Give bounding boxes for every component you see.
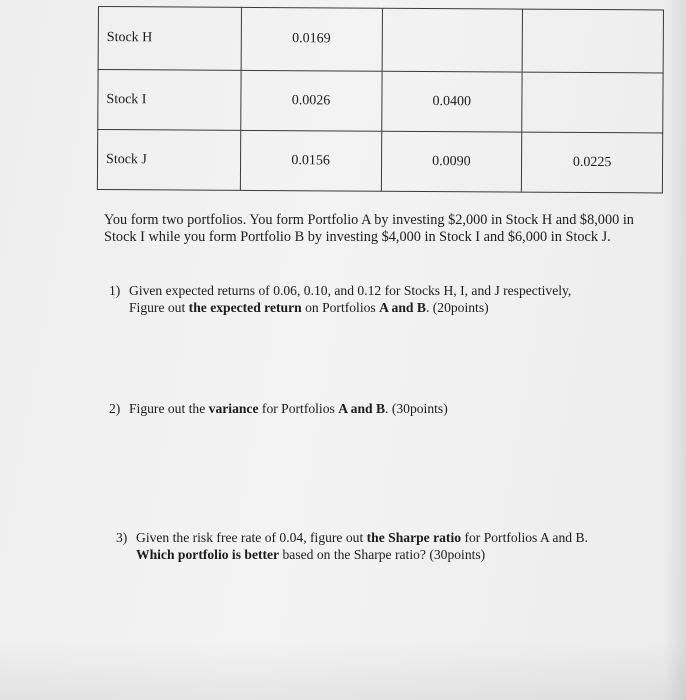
question-number: 3): [116, 530, 128, 545]
table-cell: 0.0090: [381, 131, 522, 192]
table-cell: 0.0169: [241, 7, 382, 71]
page-shadow: [664, 0, 686, 700]
table-row: [98, 70, 663, 133]
table-row: [98, 7, 663, 73]
question-text: for Portfolios A and B.: [461, 530, 588, 545]
table-cell: 0.0225: [522, 132, 663, 193]
question-number: 1): [109, 283, 121, 298]
question-2: [109, 400, 629, 417]
question-text: Figure out: [129, 300, 189, 315]
emphasis: the Sharpe ratio: [366, 530, 462, 545]
question-3: [116, 529, 636, 563]
row-label: Stock I: [98, 70, 241, 131]
emphasis: A and B: [379, 300, 426, 315]
question-text: Given the risk free rate of 0.04, figure out: [136, 530, 367, 545]
question-text: on Portfolios: [301, 300, 380, 315]
emphasis: variance: [208, 401, 259, 416]
question-text: for Portfolios: [258, 401, 339, 416]
question-1: [109, 282, 629, 316]
question-text: Given expected returns of 0.06, 0.10, and 0.12 for Stocks H, I, and J respectively,: [129, 283, 572, 298]
table-cell: 0.0026: [241, 70, 382, 131]
question-text: based on the Sharpe ratio? (30points): [279, 547, 486, 562]
table-cell: [522, 9, 663, 73]
intro-paragraph: You form two portfolios. You form Portfolio A by investing $2,000 in Stock H and $8,000 in Stock I while you form Portfolio B by investing $4,000 in Stock I and $6,000 in Stock J.: [104, 212, 634, 245]
emphasis: Which portfolio is better: [136, 547, 280, 562]
table-row: [97, 130, 662, 193]
table-cell: [382, 8, 523, 72]
emphasis: the expected return: [188, 300, 302, 315]
row-label: Stock J: [97, 130, 240, 191]
question-text: Figure out the: [129, 401, 209, 416]
table-cell: [522, 72, 663, 133]
table-cell: 0.0400: [381, 71, 522, 132]
row-label: Stock H: [98, 7, 241, 71]
covariance-table: [97, 6, 664, 193]
table-cell: 0.0156: [240, 130, 381, 191]
emphasis: A and B: [338, 401, 386, 416]
question-number: 2): [109, 401, 121, 416]
question-text: . (20points): [425, 300, 489, 315]
page-shadow-bottom: [0, 640, 686, 700]
question-text: . (30points): [385, 401, 448, 416]
